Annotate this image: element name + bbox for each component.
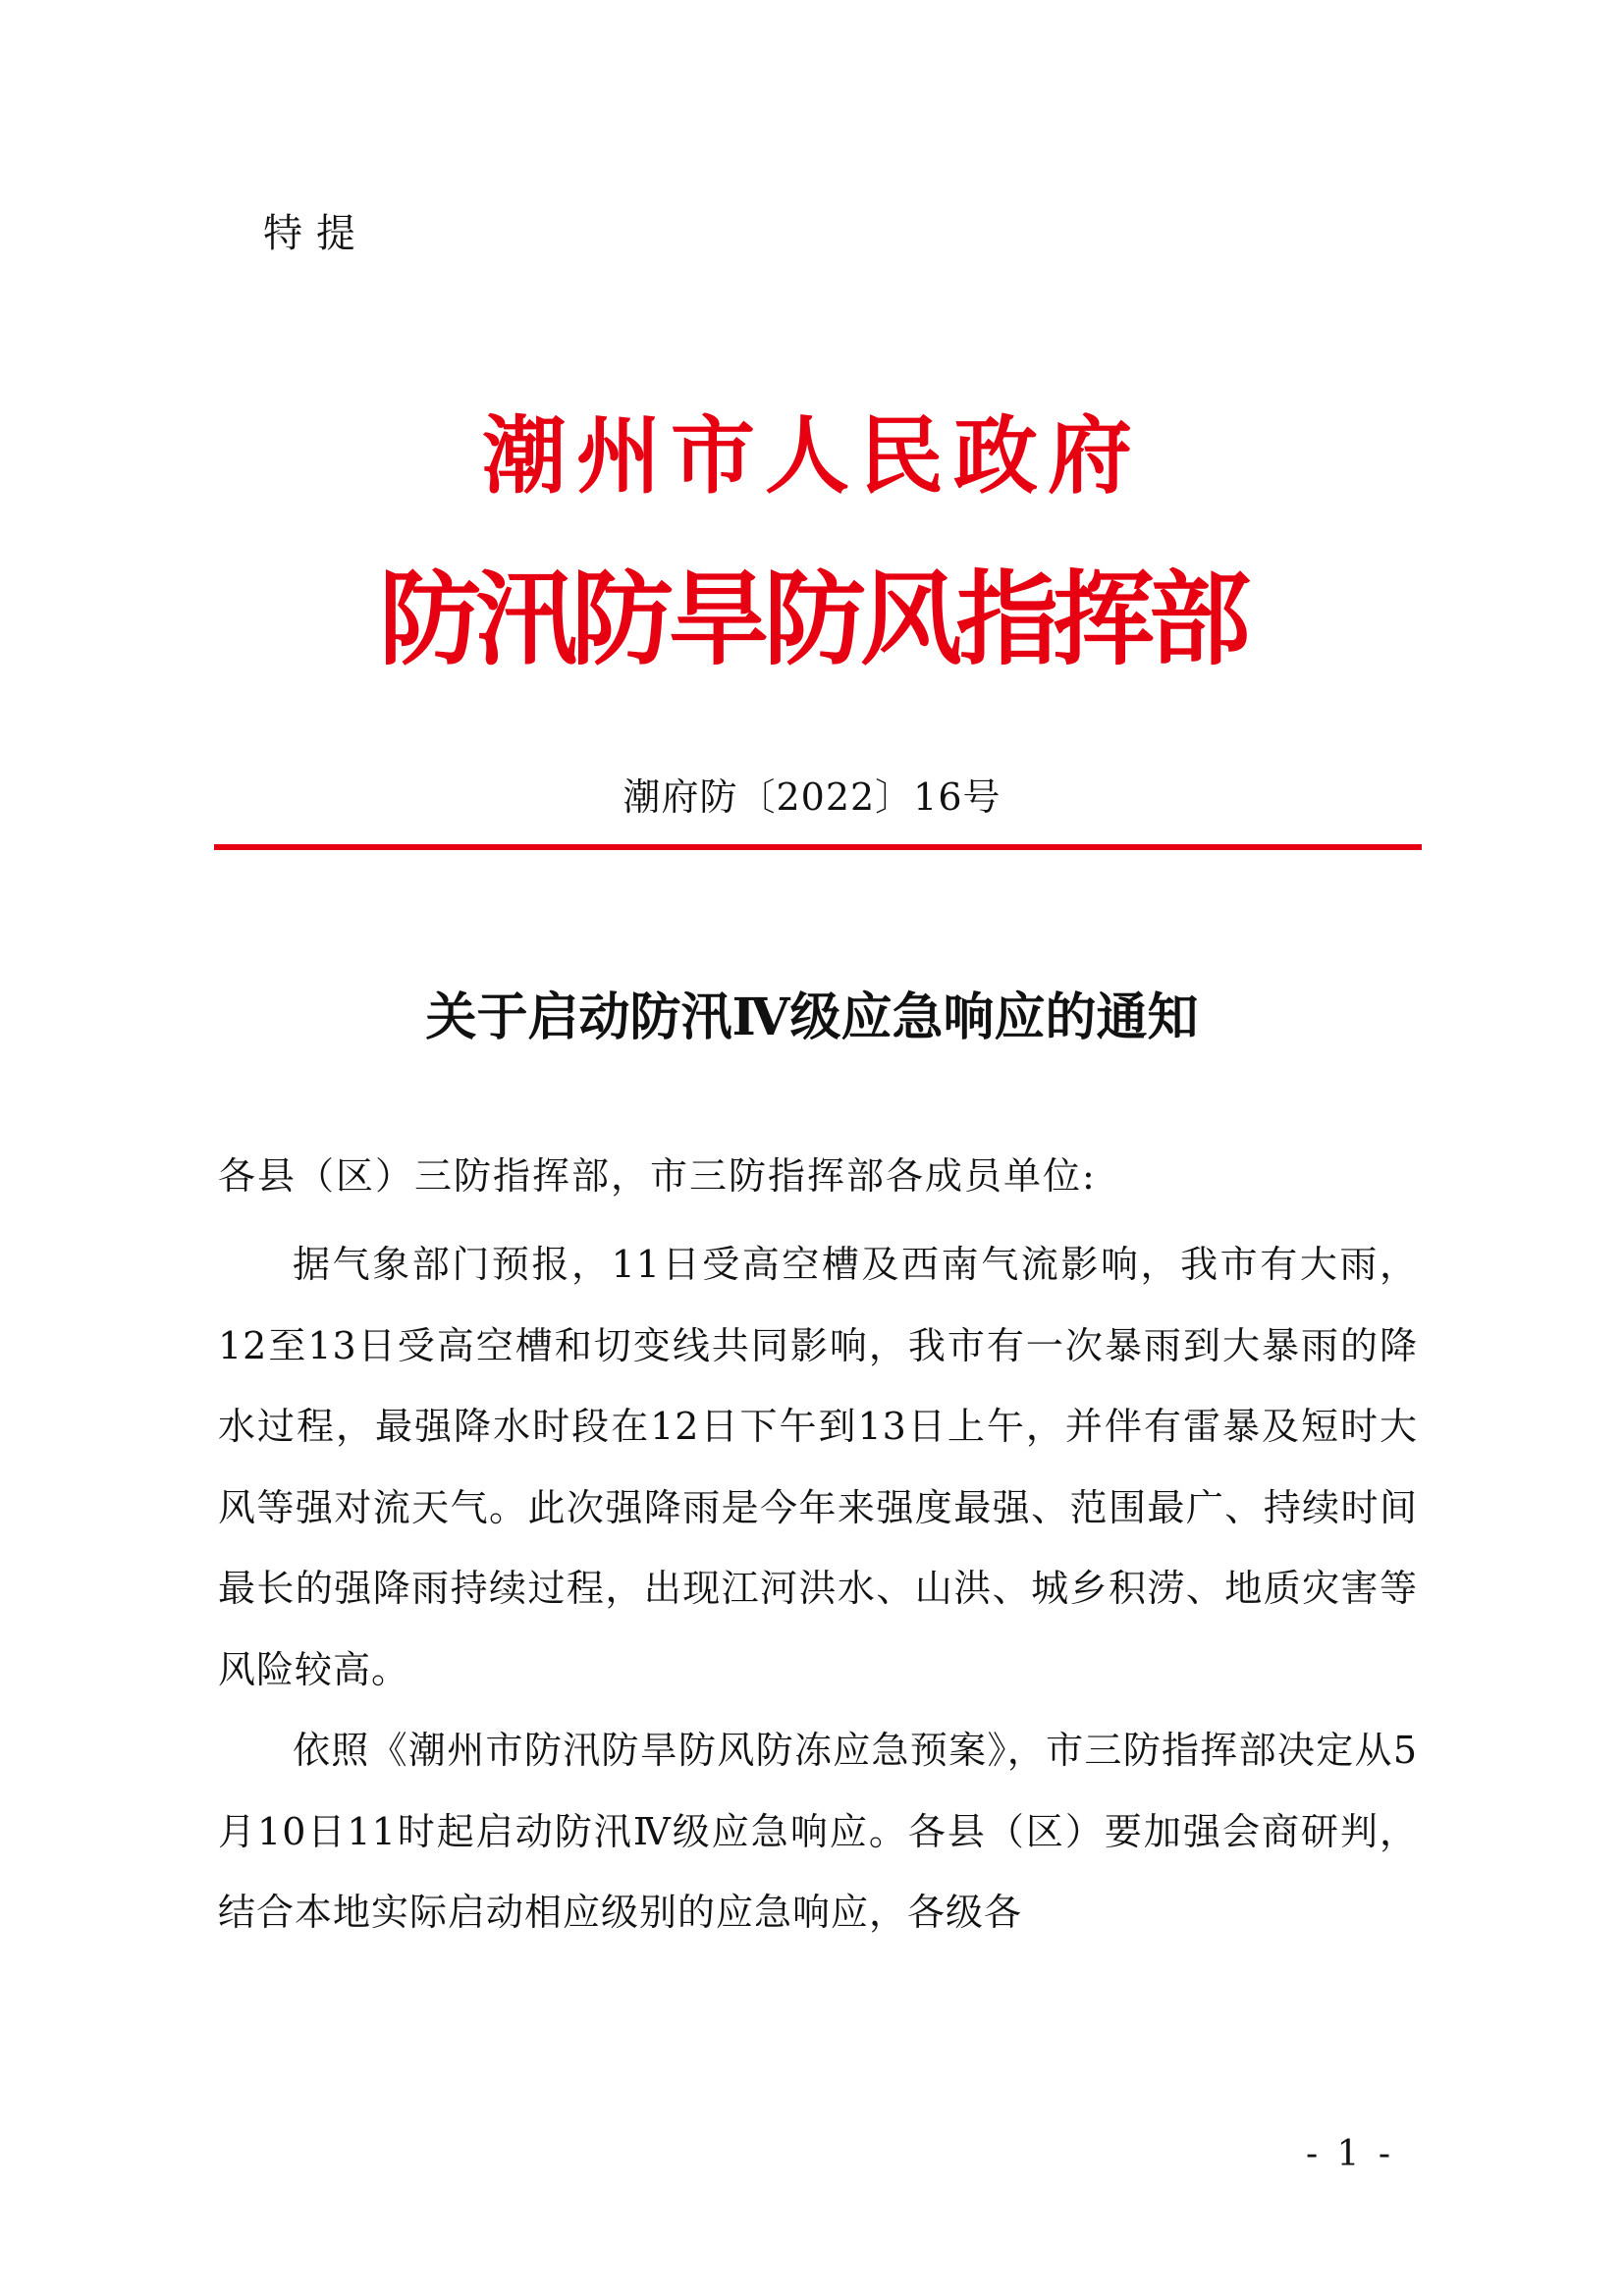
urgency-label: 特提 <box>263 211 369 256</box>
document-title: 关于启动防汛Ⅳ级应急响应的通知 <box>425 988 1199 1047</box>
issuing-organization-line1: 潮州市人民政府 <box>482 407 1142 506</box>
page-number: - 1 - <box>1305 2134 1395 2174</box>
issuing-organization-line2: 防汛防旱防风指挥部 <box>378 560 1245 679</box>
document-number: 潮府防〔2022〕16号 <box>623 775 1001 819</box>
salutation: 各县（区）三防指挥部，市三防指挥部各成员单位: <box>218 1154 1097 1198</box>
document-body <box>218 1224 1418 1953</box>
body-paragraph-2: 依照《潮州市防汛防旱防风防冻应急预案》，市三防指挥部决定从5月10日11时起启动防汛Ⅳ级应急响应。各县（区）要加强会商研判，结合本地实际启动相应级别的应急响应，各级各 <box>218 1729 1418 1934</box>
body-paragraph-1: 据气象部门预报，11日受高空槽及西南气流影响，我市有大雨，12至13日受高空槽和切变线共同影响，我市有一次暴雨到大暴雨的降水过程，最强降水时段在12日下午到13日上午，并伴有雷暴及短时大风等强对流天气。此次强降雨是今年来强度最强、范围最广、持续时间最长的强降雨持续过程，出现江河洪水、山洪、城乡积涝、地质灾害等风险较高。 <box>218 1243 1418 1691</box>
red-separator-line <box>214 844 1422 850</box>
